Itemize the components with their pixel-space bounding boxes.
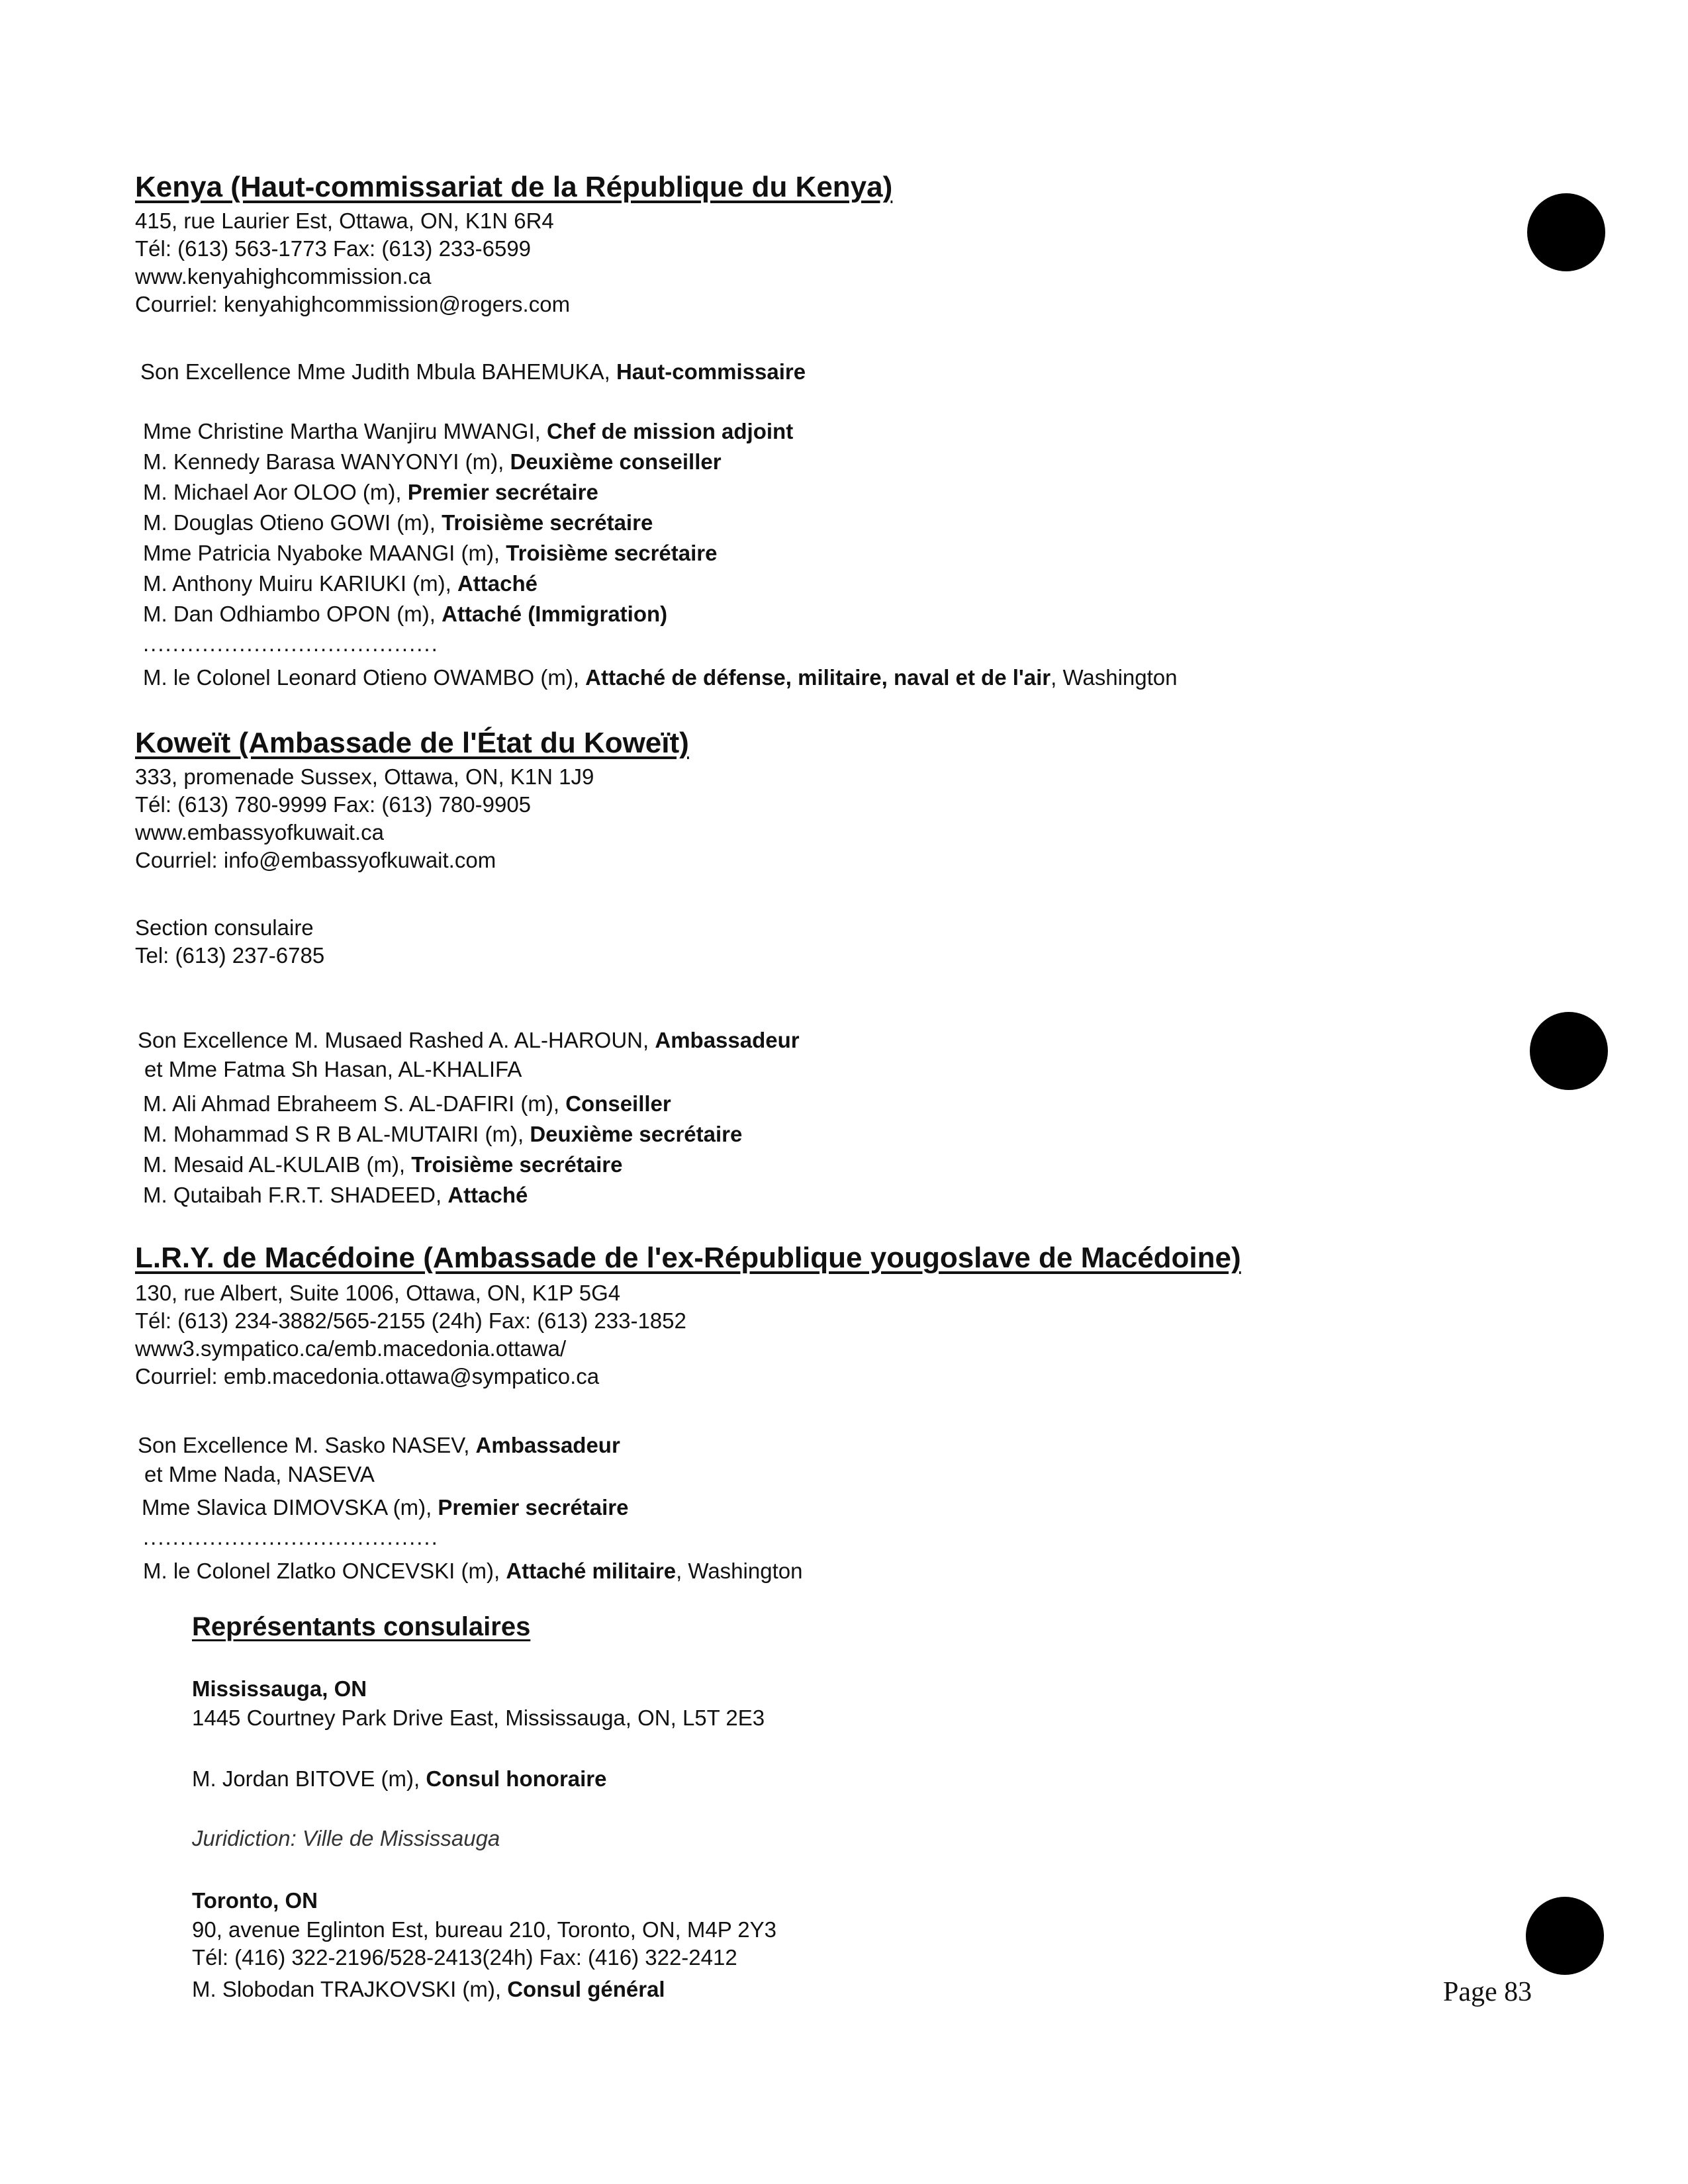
koweit-staff-row xyxy=(143,1120,742,1149)
koweit-email: Courriel: info@embassyofkuwait.com xyxy=(135,848,496,872)
person-title: Attaché xyxy=(447,1183,528,1207)
kenya-address: 415, rue Laurier Est, Ottawa, ON, K1N 6R4 xyxy=(135,208,554,233)
person-location: , Washington xyxy=(676,1559,803,1583)
separator-dots: ........................................ xyxy=(143,1525,439,1549)
person-title: Attaché (Immigration) xyxy=(442,602,668,626)
person-name: M. Michael Aor OLOO (m), xyxy=(143,480,408,504)
person-title: Chef de mission adjoint xyxy=(546,419,794,443)
macedoine-address: 130, rue Albert, Suite 1006, Ottawa, ON, K1P 5G4 xyxy=(135,1281,621,1305)
kenya-staff-row xyxy=(143,569,538,598)
person-name: M. Mesaid AL-KULAIB (m), xyxy=(143,1152,412,1177)
koweit-spouse: et Mme Fatma Sh Hasan, AL-KHALIFA xyxy=(144,1057,522,1081)
person-title: Ambassadeur xyxy=(655,1028,800,1052)
person-name: M. Qutaibah F.R.T. SHADEED, xyxy=(143,1183,448,1207)
person-title: Troisième secrétaire xyxy=(411,1152,623,1177)
macedoine-phone: Tél: (613) 234-3882/565-2155 (24h) Fax: (613) 233-1852 xyxy=(135,1308,686,1333)
toronto-city: Toronto, ON xyxy=(192,1888,318,1913)
binder-hole-middle xyxy=(1530,1012,1608,1090)
koweit-staff-row xyxy=(143,1089,671,1118)
toronto-phone: Tél: (416) 322-2196/528-2413(24h) Fax: (416) 322-2412 xyxy=(192,1945,737,1970)
mississauga-address: 1445 Courtney Park Drive East, Mississauga, ON, L5T 2E3 xyxy=(192,1706,765,1730)
mississauga-jurisdiction: Juridiction: Ville de Mississauga xyxy=(192,1826,500,1850)
person-title: Troisième secrétaire xyxy=(506,541,718,565)
kenya-email: Courriel: kenyahighcommission@rogers.com xyxy=(135,292,571,316)
person-location: , Washington xyxy=(1051,665,1178,690)
koweit-head-of-mission xyxy=(138,1026,800,1055)
kenya-phone: Tél: (613) 563-1773 Fax: (613) 233-6599 xyxy=(135,236,532,261)
separator-dots: ........................................ xyxy=(143,631,439,656)
kenya-staff-row xyxy=(143,508,653,537)
kenya-website: www.kenyahighcommission.ca xyxy=(135,264,432,289)
kenya-section-title: Kenya (Haut-commissariat de la République du Kenya) xyxy=(135,171,893,203)
macedoine-section-title: L.R.Y. de Macédoine (Ambassade de l'ex-République yougoslave de Macédoine) xyxy=(135,1242,1241,1274)
person-name: M. Kennedy Barasa WANYONYI (m), xyxy=(143,449,510,474)
kenya-staff-row xyxy=(143,600,667,629)
toronto-consul xyxy=(192,1975,665,2004)
kenya-staff-row xyxy=(143,417,793,446)
kenya-defense-attache xyxy=(143,663,1178,692)
person-name: Son Excellence M. Musaed Rashed A. AL-HAROUN, xyxy=(138,1028,655,1052)
person-name: Mme Slavica DIMOVSKA (m), xyxy=(142,1495,438,1520)
person-title: Premier secrétaire xyxy=(438,1495,629,1520)
person-name: M. Anthony Muiru KARIUKI (m), xyxy=(143,571,457,596)
kenya-head-of-mission xyxy=(140,357,806,387)
person-title: Consul honoraire xyxy=(426,1766,607,1791)
person-title: Deuxième conseiller xyxy=(510,449,722,474)
macedoine-staff-row xyxy=(142,1493,628,1522)
person-title: Consul général xyxy=(507,1977,665,2001)
mississauga-consul xyxy=(192,1764,607,1794)
kenya-staff-row xyxy=(143,478,598,507)
person-name: M. Slobodan TRAJKOVSKI (m), xyxy=(192,1977,508,2001)
person-name: M. Dan Odhiambo OPON (m), xyxy=(143,602,442,626)
page-number: Page 83 xyxy=(1443,1977,1532,2007)
koweit-section-title: Koweït (Ambassade de l'État du Koweït) xyxy=(135,727,689,759)
person-title: Troisième secrétaire xyxy=(442,510,653,535)
koweit-consular-section-label: Section consulaire xyxy=(135,915,314,940)
koweit-website: www.embassyofkuwait.ca xyxy=(135,820,384,844)
macedoine-website: www3.sympatico.ca/emb.macedonia.ottawa/ xyxy=(135,1336,567,1361)
macedoine-email: Courriel: emb.macedonia.ottawa@sympatico.ca xyxy=(135,1364,600,1388)
person-title: Ambassadeur xyxy=(475,1433,620,1457)
person-name: M. Mohammad S R B AL-MUTAIRI (m), xyxy=(143,1122,530,1146)
macedoine-military-attache xyxy=(143,1557,802,1586)
koweit-address: 333, promenade Sussex, Ottawa, ON, K1N 1J9 xyxy=(135,764,594,789)
person-name: Son Excellence Mme Judith Mbula BAHEMUKA, xyxy=(140,359,616,384)
person-title: Attaché militaire xyxy=(506,1559,677,1583)
consular-representatives-title: Représentants consulaires xyxy=(192,1612,531,1641)
macedoine-spouse: et Mme Nada, NASEVA xyxy=(144,1462,375,1486)
person-name: M. le Colonel Zlatko ONCEVSKI (m), xyxy=(143,1559,506,1583)
person-name: M. Jordan BITOVE (m), xyxy=(192,1766,426,1791)
person-name: M. Douglas Otieno GOWI (m), xyxy=(143,510,442,535)
mississauga-city: Mississauga, ON xyxy=(192,1676,367,1701)
binder-hole-bottom xyxy=(1526,1897,1604,1975)
person-name: Son Excellence M. Sasko NASEV, xyxy=(138,1433,476,1457)
koweit-phone: Tél: (613) 780-9999 Fax: (613) 780-9905 xyxy=(135,792,532,817)
person-name: Mme Patricia Nyaboke MAANGI (m), xyxy=(143,541,506,565)
person-title: Attaché xyxy=(457,571,538,596)
person-name: M. Ali Ahmad Ebraheem S. AL-DAFIRI (m), xyxy=(143,1091,566,1116)
person-name: M. le Colonel Leonard Otieno OWAMBO (m), xyxy=(143,665,586,690)
binder-hole-top xyxy=(1527,193,1605,271)
kenya-staff-row xyxy=(143,447,722,477)
person-title: Haut-commissaire xyxy=(616,359,806,384)
macedoine-head-of-mission xyxy=(138,1431,620,1460)
person-title: Deuxième secrétaire xyxy=(530,1122,743,1146)
koweit-consular-phone: Tel: (613) 237-6785 xyxy=(135,943,325,968)
person-title: Conseiller xyxy=(565,1091,671,1116)
toronto-address: 90, avenue Eglinton Est, bureau 210, Toronto, ON, M4P 2Y3 xyxy=(192,1917,777,1942)
kenya-staff-row xyxy=(143,539,718,568)
koweit-staff-row xyxy=(143,1150,622,1179)
person-title: Attaché de défense, militaire, naval et de l'air xyxy=(585,665,1051,690)
person-title: Premier secrétaire xyxy=(407,480,598,504)
koweit-staff-row xyxy=(143,1181,528,1210)
person-name: Mme Christine Martha Wanjiru MWANGI, xyxy=(143,419,547,443)
